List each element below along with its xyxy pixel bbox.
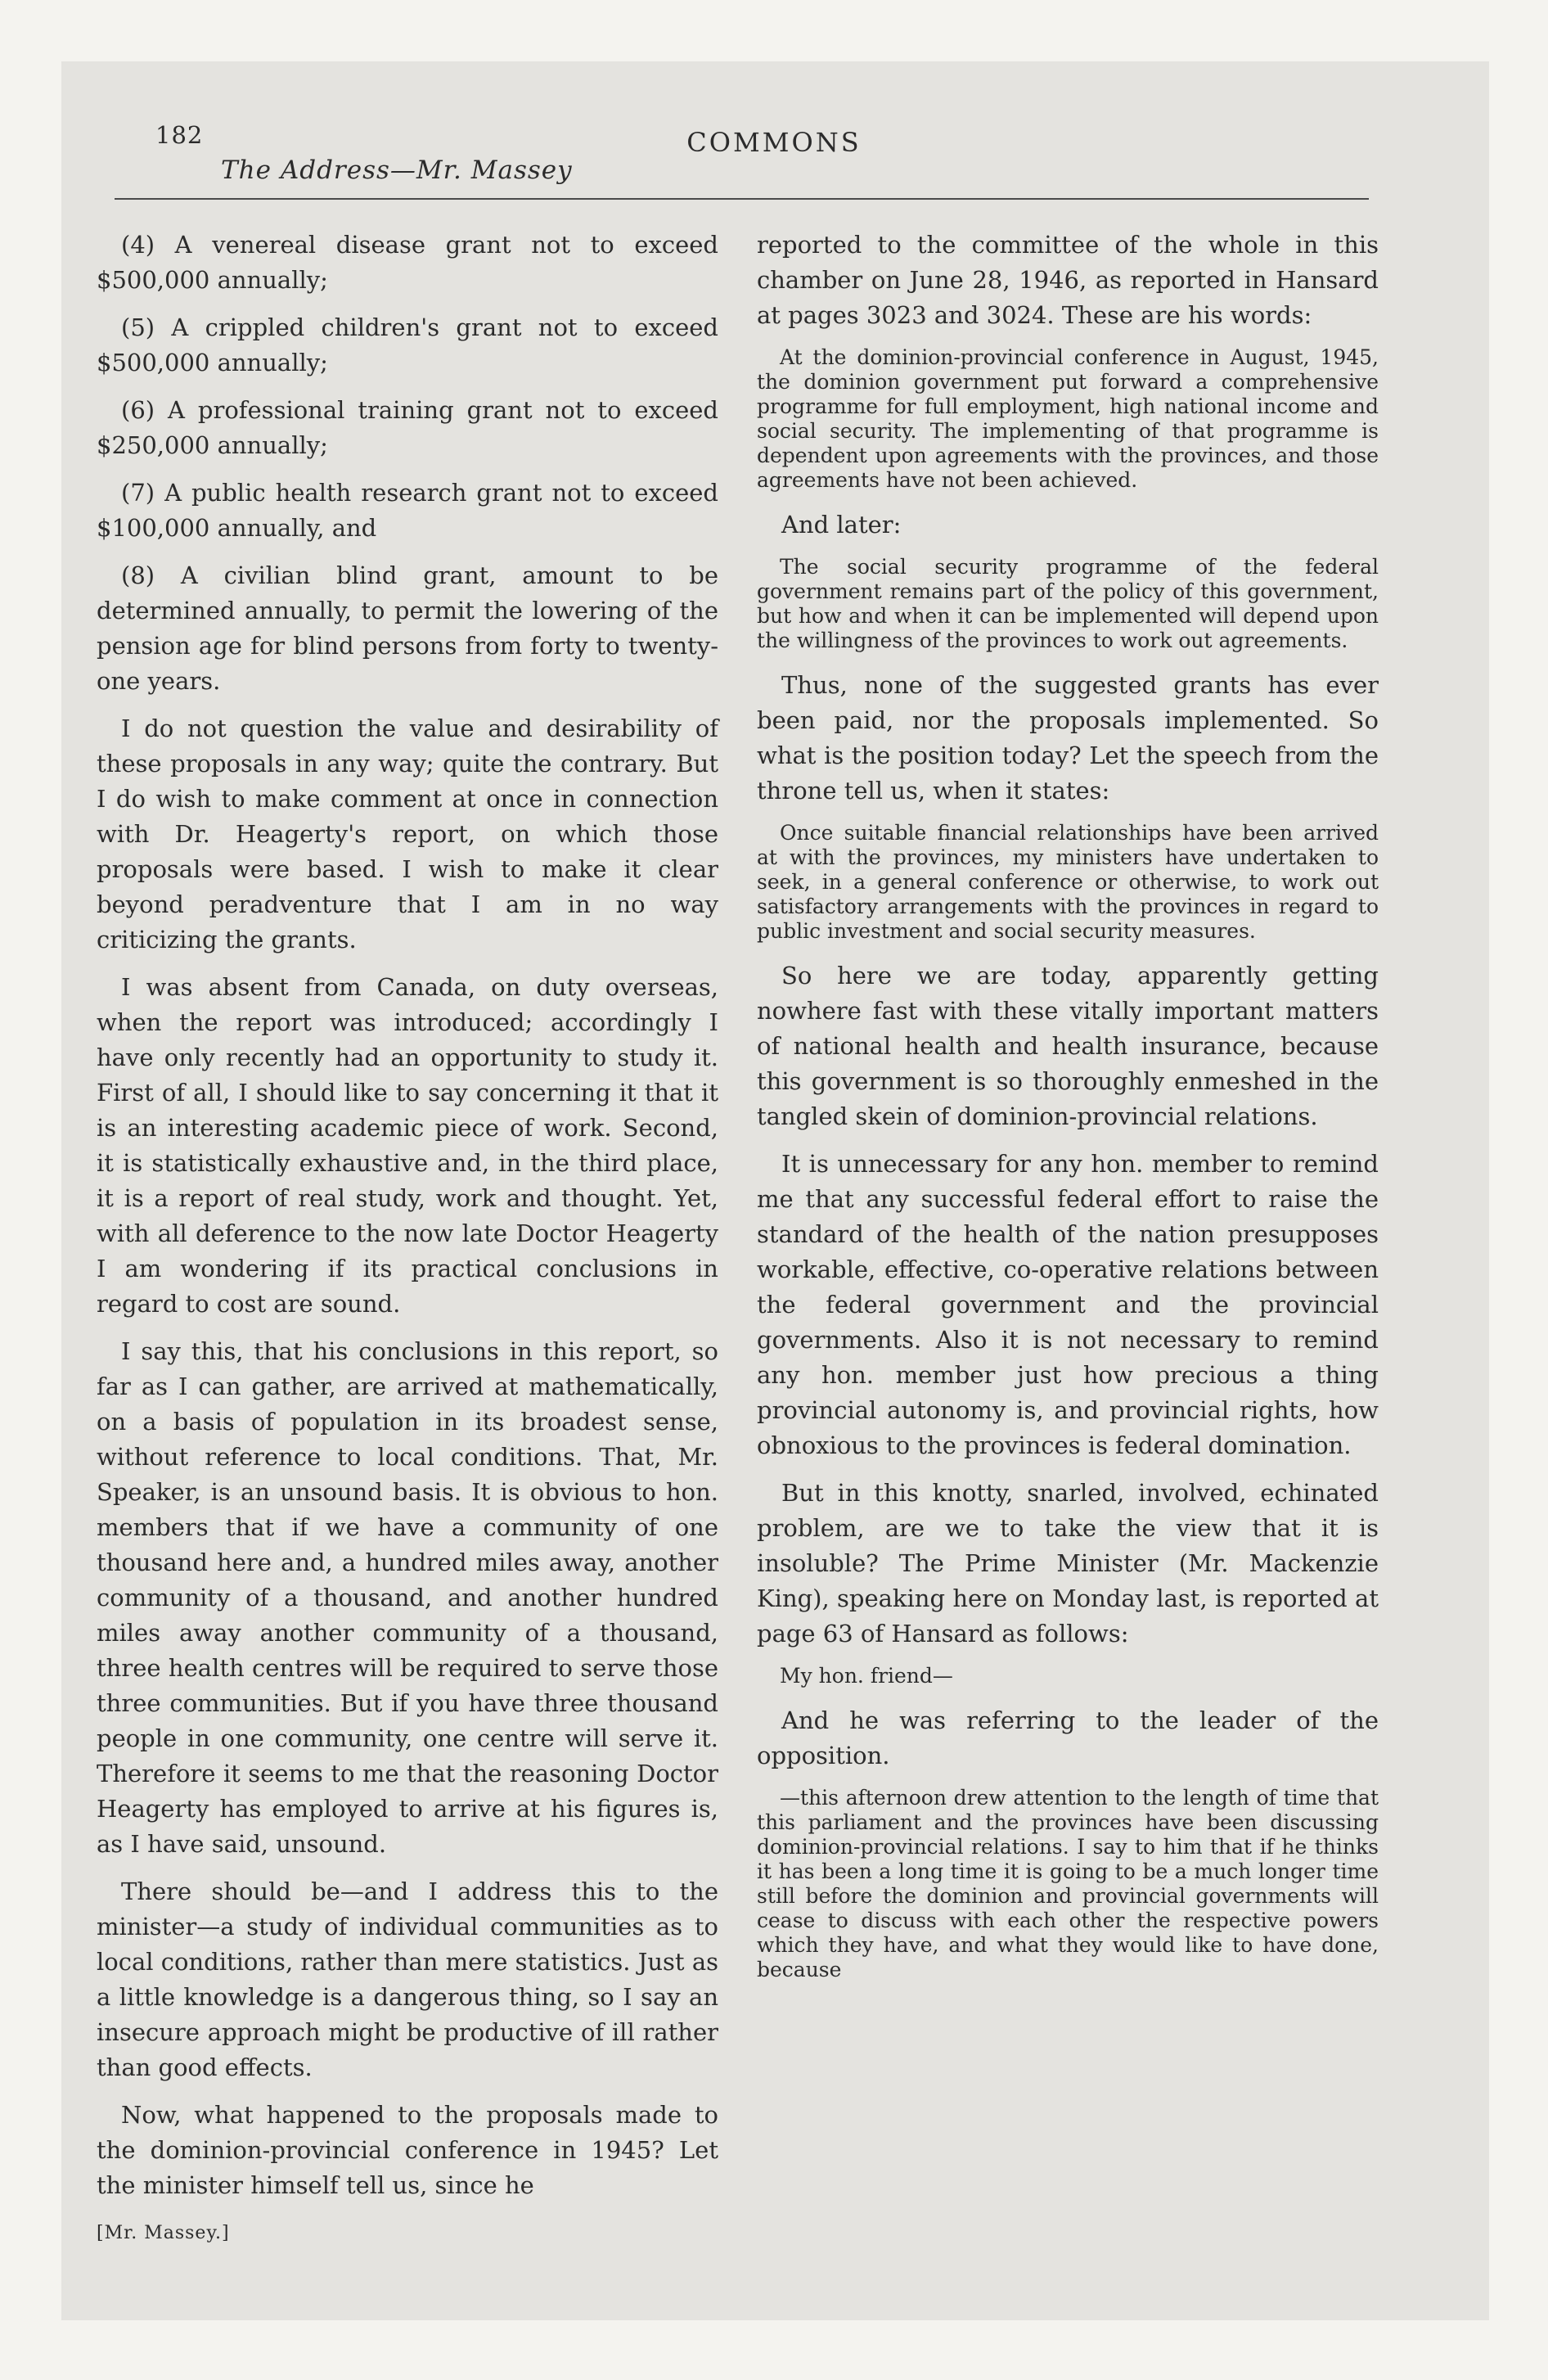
- page-number: 182: [155, 121, 204, 149]
- paragraph: There should be—and I address this to the minister—a study of individual communities as to local conditions, rather than mere statistics. Just as a little knowledge is a dangerous thing, so I say an insecure approach might be productive of ill rather than good effects.: [97, 1877, 718, 2081]
- paragraph: Thus, none of the suggested grants has ever been paid, nor the proposals implemented. So what is the position today? Let the speech from the throne tell us, when it states:: [757, 671, 1379, 805]
- paragraph: It is unnecessary for any hon. member to remind me that any successful federal effort to raise the standard of the health of the nation presupposes workable, effective, co-operative relations between the federal government and the provincial governments. Also it is not necessary to remind any hon. member just how precious a thing provincial autonomy is, and provincial rights, how obnoxious to the provinces is federal domination.: [757, 1150, 1379, 1459]
- header-rule: [115, 198, 1369, 200]
- paragraph: (8) A civilian blind grant, amount to be determined annually, to permit the lowering of the pension age for blind persons from forty to twenty-one years.: [97, 561, 718, 695]
- block-quote: Once suitable financial relationships have been arrived at with the provinces, my ministers have undertaken to seek, in a general conference or otherwise, to work out satisfactory arrangements with the provinces in regard to public investment and social security measures.: [757, 821, 1379, 943]
- block-quote: At the dominion-provincial conference in August, 1945, the dominion government put forward a comprehensive programme for full employment, high national income and social security. The implementing of that programme is dependent upon agreements with the provinces, and those agreements have not been achieved.: [757, 345, 1379, 492]
- paragraph: So here we are today, apparently getting nowhere fast with these vitally important matters of national health and health insurance, because this government is so thoroughly enmeshed in the tangled skein of dominion-provincial relations.: [757, 962, 1379, 1130]
- block-quote: —this afternoon drew attention to the length of time that this parliament and the provinces have been discussing dominion-provincial relations. I say to him that if he thinks it has been a long time it is going to be a much longer time still before the dominion and provincial governments will cease to discuss with each other the respective powers which they have, and what they would like to have done, because: [757, 1786, 1379, 1981]
- paragraph: But in this knotty, snarled, involved, echinated problem, are we to take the view that it is insoluble? The Prime Minister (Mr. Mackenzie King), speaking here on Monday last, is reported at page 63 of Hansard as follows:: [757, 1479, 1379, 1648]
- paragraph: (4) A venereal disease grant not to exceed $500,000 annually;: [97, 231, 718, 294]
- block-quote: The social security programme of the federal government remains part of the policy of this government, but how and when it can be implemented will depend upon the willingness of the provinces to work out agreements.: [757, 555, 1379, 652]
- right-column: [757, 228, 1379, 1997]
- paragraph: I was absent from Canada, on duty overseas, when the report was introduced; accordingly I have only recently had an opportunity to study it. First of all, I should like to say concerning it that it is an interesting academic piece of work. Second, it is statistically exhaustive and, in the third place, it is a report of real study, work and thought. Yet, with all deference to the now late Doctor Heagerty I am wondering if its practical conclusions in regard to cost are sound.: [97, 973, 718, 1318]
- section-title: COMMONS: [686, 127, 862, 158]
- paragraph: Now, what happened to the proposals made to the dominion-provincial conference in 1945? Let the minister himself tell us, since he: [97, 2101, 718, 2199]
- speaker-tag: [Mr. Massey.]: [97, 2223, 230, 2243]
- paragraph: reported to the committee of the whole in this chamber on June 28, 1946, as reported in Hansard at pages 3023 and 3024. These are his words:: [757, 231, 1379, 329]
- paragraph: (5) A crippled children's grant not to exceed $500,000 annually;: [97, 313, 718, 376]
- running-head: The Address—Mr. Massey: [221, 156, 573, 185]
- paragraph: (6) A professional training grant not to exceed $250,000 annually;: [97, 396, 718, 459]
- paragraph: And later:: [781, 511, 902, 539]
- paragraph: (7) A public health research grant not to exceed $100,000 annually, and: [97, 479, 718, 542]
- paragraph: I do not question the value and desirability of these proposals in any way; quite the contrary. But I do wish to make comment at once in connection with Dr. Heagerty's report, on which those proposals were based. I wish to make it clear beyond peradventure that I am in no way criticizing the grants.: [97, 714, 718, 953]
- block-quote: My hon. friend—: [780, 1664, 953, 1688]
- paragraph: I say this, that his conclusions in this report, so far as I can gather, are arrived at mathematically, on a basis of population in its broadest sense, without reference to local conditions. That, Mr. Speaker, is an unsound basis. It is obvious to hon. members that if we have a community of one thousand here and, a hundred miles away, another community of a thousand, and another hundred miles away another community of a thousand, three health centres will be required to serve those three communities. But if you have three thousand people in one community, one centre will serve it. Therefore it seems to me that the reasoning Doctor Heagerty has employed to arrive at his figures is, as I have said, unsound.: [97, 1337, 718, 1858]
- left-column: [97, 228, 718, 2251]
- paragraph: And he was referring to the leader of the opposition.: [757, 1706, 1379, 1769]
